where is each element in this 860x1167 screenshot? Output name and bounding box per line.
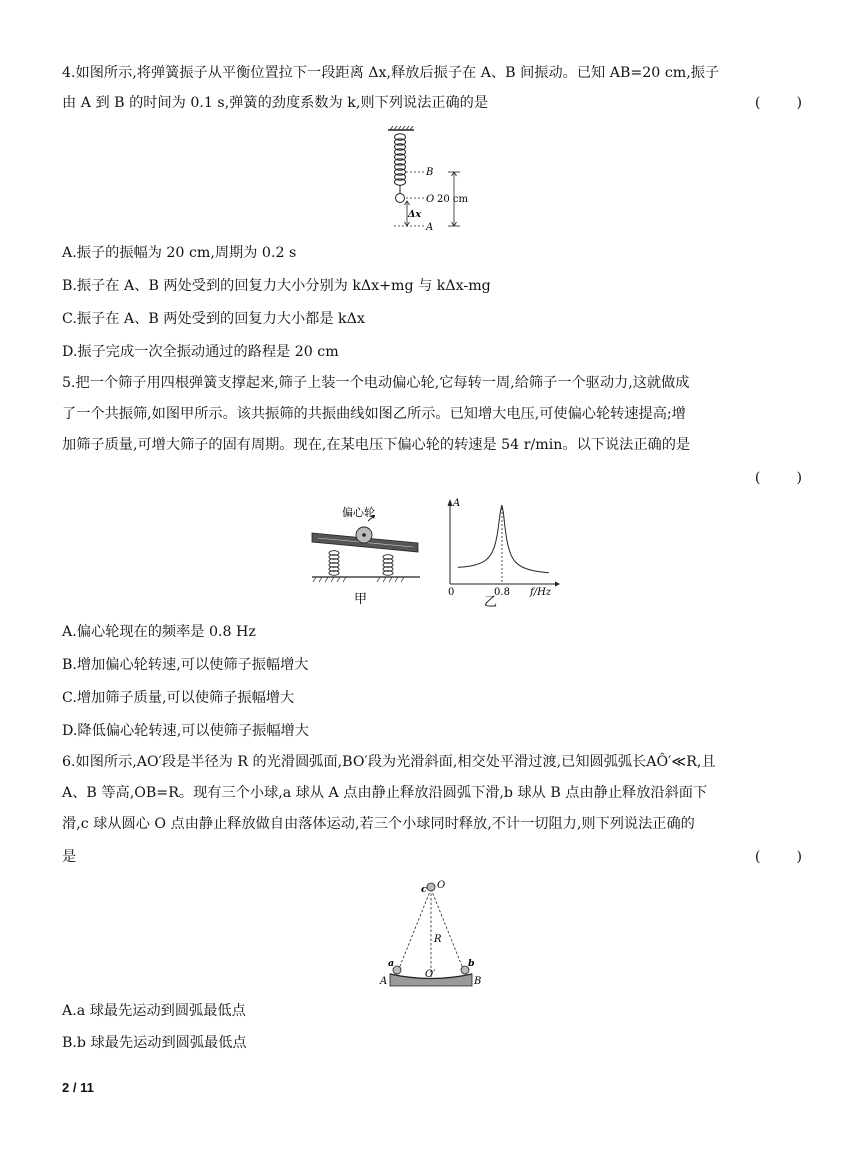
q5-option-d: D.降低偏心轮转速,可以使筛子振幅增大 <box>62 723 309 739</box>
x-tick-peak: 0.8 <box>494 587 510 598</box>
q4-label-o: O <box>426 194 435 205</box>
q4-spring-figure <box>380 125 490 237</box>
q6-label-a-point: A <box>380 976 388 987</box>
q4-label-distance: 20 cm <box>437 194 468 205</box>
q5-stem-line-1: 5.把一个筛子用四根弹簧支撑起来,筛子上装一个电动偏心轮,它每转一周,给筛子一个驱动力,这就做成 <box>62 375 690 391</box>
q6-stem-line-4: 是 <box>62 849 77 865</box>
q6-label-o-prime: O′ <box>425 969 436 980</box>
q5-wheel-label: 偏心轮 <box>342 506 375 519</box>
q4-option-a: A.振子的振幅为 20 cm,周期为 0.2 s <box>62 245 297 261</box>
q4-option-c: C.振子在 A、B 两处受到的回复力大小都是 kΔx <box>62 311 365 327</box>
q5-caption-jia: 甲 <box>354 592 368 607</box>
q5-answer-bracket: ( ) <box>754 470 802 486</box>
x-tick-origin: 0 <box>448 587 455 598</box>
y-axis-label: A <box>453 498 461 509</box>
q4-stem-line-2: 由 A 到 B 的时间为 0.1 s,弹簧的劲度系数为 k,则下列说法正确的是 <box>62 95 489 111</box>
page-number: 2 / 11 <box>62 1080 94 1095</box>
q5-stem-line-2: 了一个共振筛,如图甲所示。该共振筛的共振曲线如图乙所示。已知增大电压,可使偏心轮转速提高;增 <box>62 406 686 422</box>
x-axis-arrow <box>555 582 560 587</box>
x-axis-label: f/Hz <box>530 587 552 598</box>
q6-label-a-ball: a <box>388 958 395 969</box>
resonance-curve <box>458 505 549 573</box>
q5-option-b: B.增加偏心轮转速,可以使筛子振幅增大 <box>62 657 309 673</box>
q4-answer-bracket: ( ) <box>754 95 802 111</box>
q5-resonance-chart <box>436 494 566 608</box>
q5-option-c: C.增加筛子质量,可以使筛子振幅增大 <box>62 690 295 706</box>
q4-stem-line-1: 4.如图所示,将弹簧振子从平衡位置拉下一段距离 Δx,释放后振子在 A、B 间振动。已知 AB=20 cm,振子 <box>62 65 720 81</box>
q5-stem-line-3: 加筛子质量,可增大筛子的固有周期。现在,在某电压下偏心轮的转速是 54 r/min。以下说法正确的是 <box>62 437 691 453</box>
y-axis-arrow <box>448 499 453 506</box>
q6-stem-line-2: A、B 等高,OB=R。现有三个小球,a 球从 A 点由静止释放沿圆弧下滑,b 球从 B 点由静止释放沿斜面下 <box>62 785 708 801</box>
q6-option-a: A.a 球最先运动到圆弧最低点 <box>62 1003 246 1019</box>
q5-caption-yi: 乙 <box>484 595 498 610</box>
q4-option-b: B.振子在 A、B 两处受到的回复力大小分别为 kΔx+mg 与 kΔx-mg <box>62 278 491 294</box>
q6-stem-line-1: 6.如图所示,AO′段是半径为 R 的光滑圆弧面,BO′段为光滑斜面,相交处平滑过渡,已知圆弧弧长AÔ′≪R,且 <box>62 754 716 770</box>
q4-label-a: A <box>426 222 434 233</box>
q6-label-r: R <box>434 934 442 945</box>
q4-label-dx: Δx <box>408 209 422 220</box>
q6-label-o: O <box>437 880 446 891</box>
q4-label-b: B <box>426 167 434 178</box>
q6-answer-bracket: ( ) <box>754 849 802 865</box>
q5-option-a: A.偏心轮现在的频率是 0.8 Hz <box>62 624 256 640</box>
q6-label-b-point: B <box>474 976 482 987</box>
q6-option-b: B.b 球最先运动到圆弧最低点 <box>62 1035 247 1051</box>
q6-arc-figure <box>378 876 488 991</box>
q6-stem-line-3: 滑,c 球从圆心 O 点由静止释放做自由落体运动,若三个小球同时释放,不计一切阻力,则下列说法正确的 <box>62 816 695 832</box>
q6-label-c: c <box>421 884 427 895</box>
q6-label-b-ball: b <box>468 958 475 969</box>
q5-figure-jia <box>308 505 424 615</box>
q4-option-d: D.振子完成一次全振动通过的路程是 20 cm <box>62 344 339 360</box>
